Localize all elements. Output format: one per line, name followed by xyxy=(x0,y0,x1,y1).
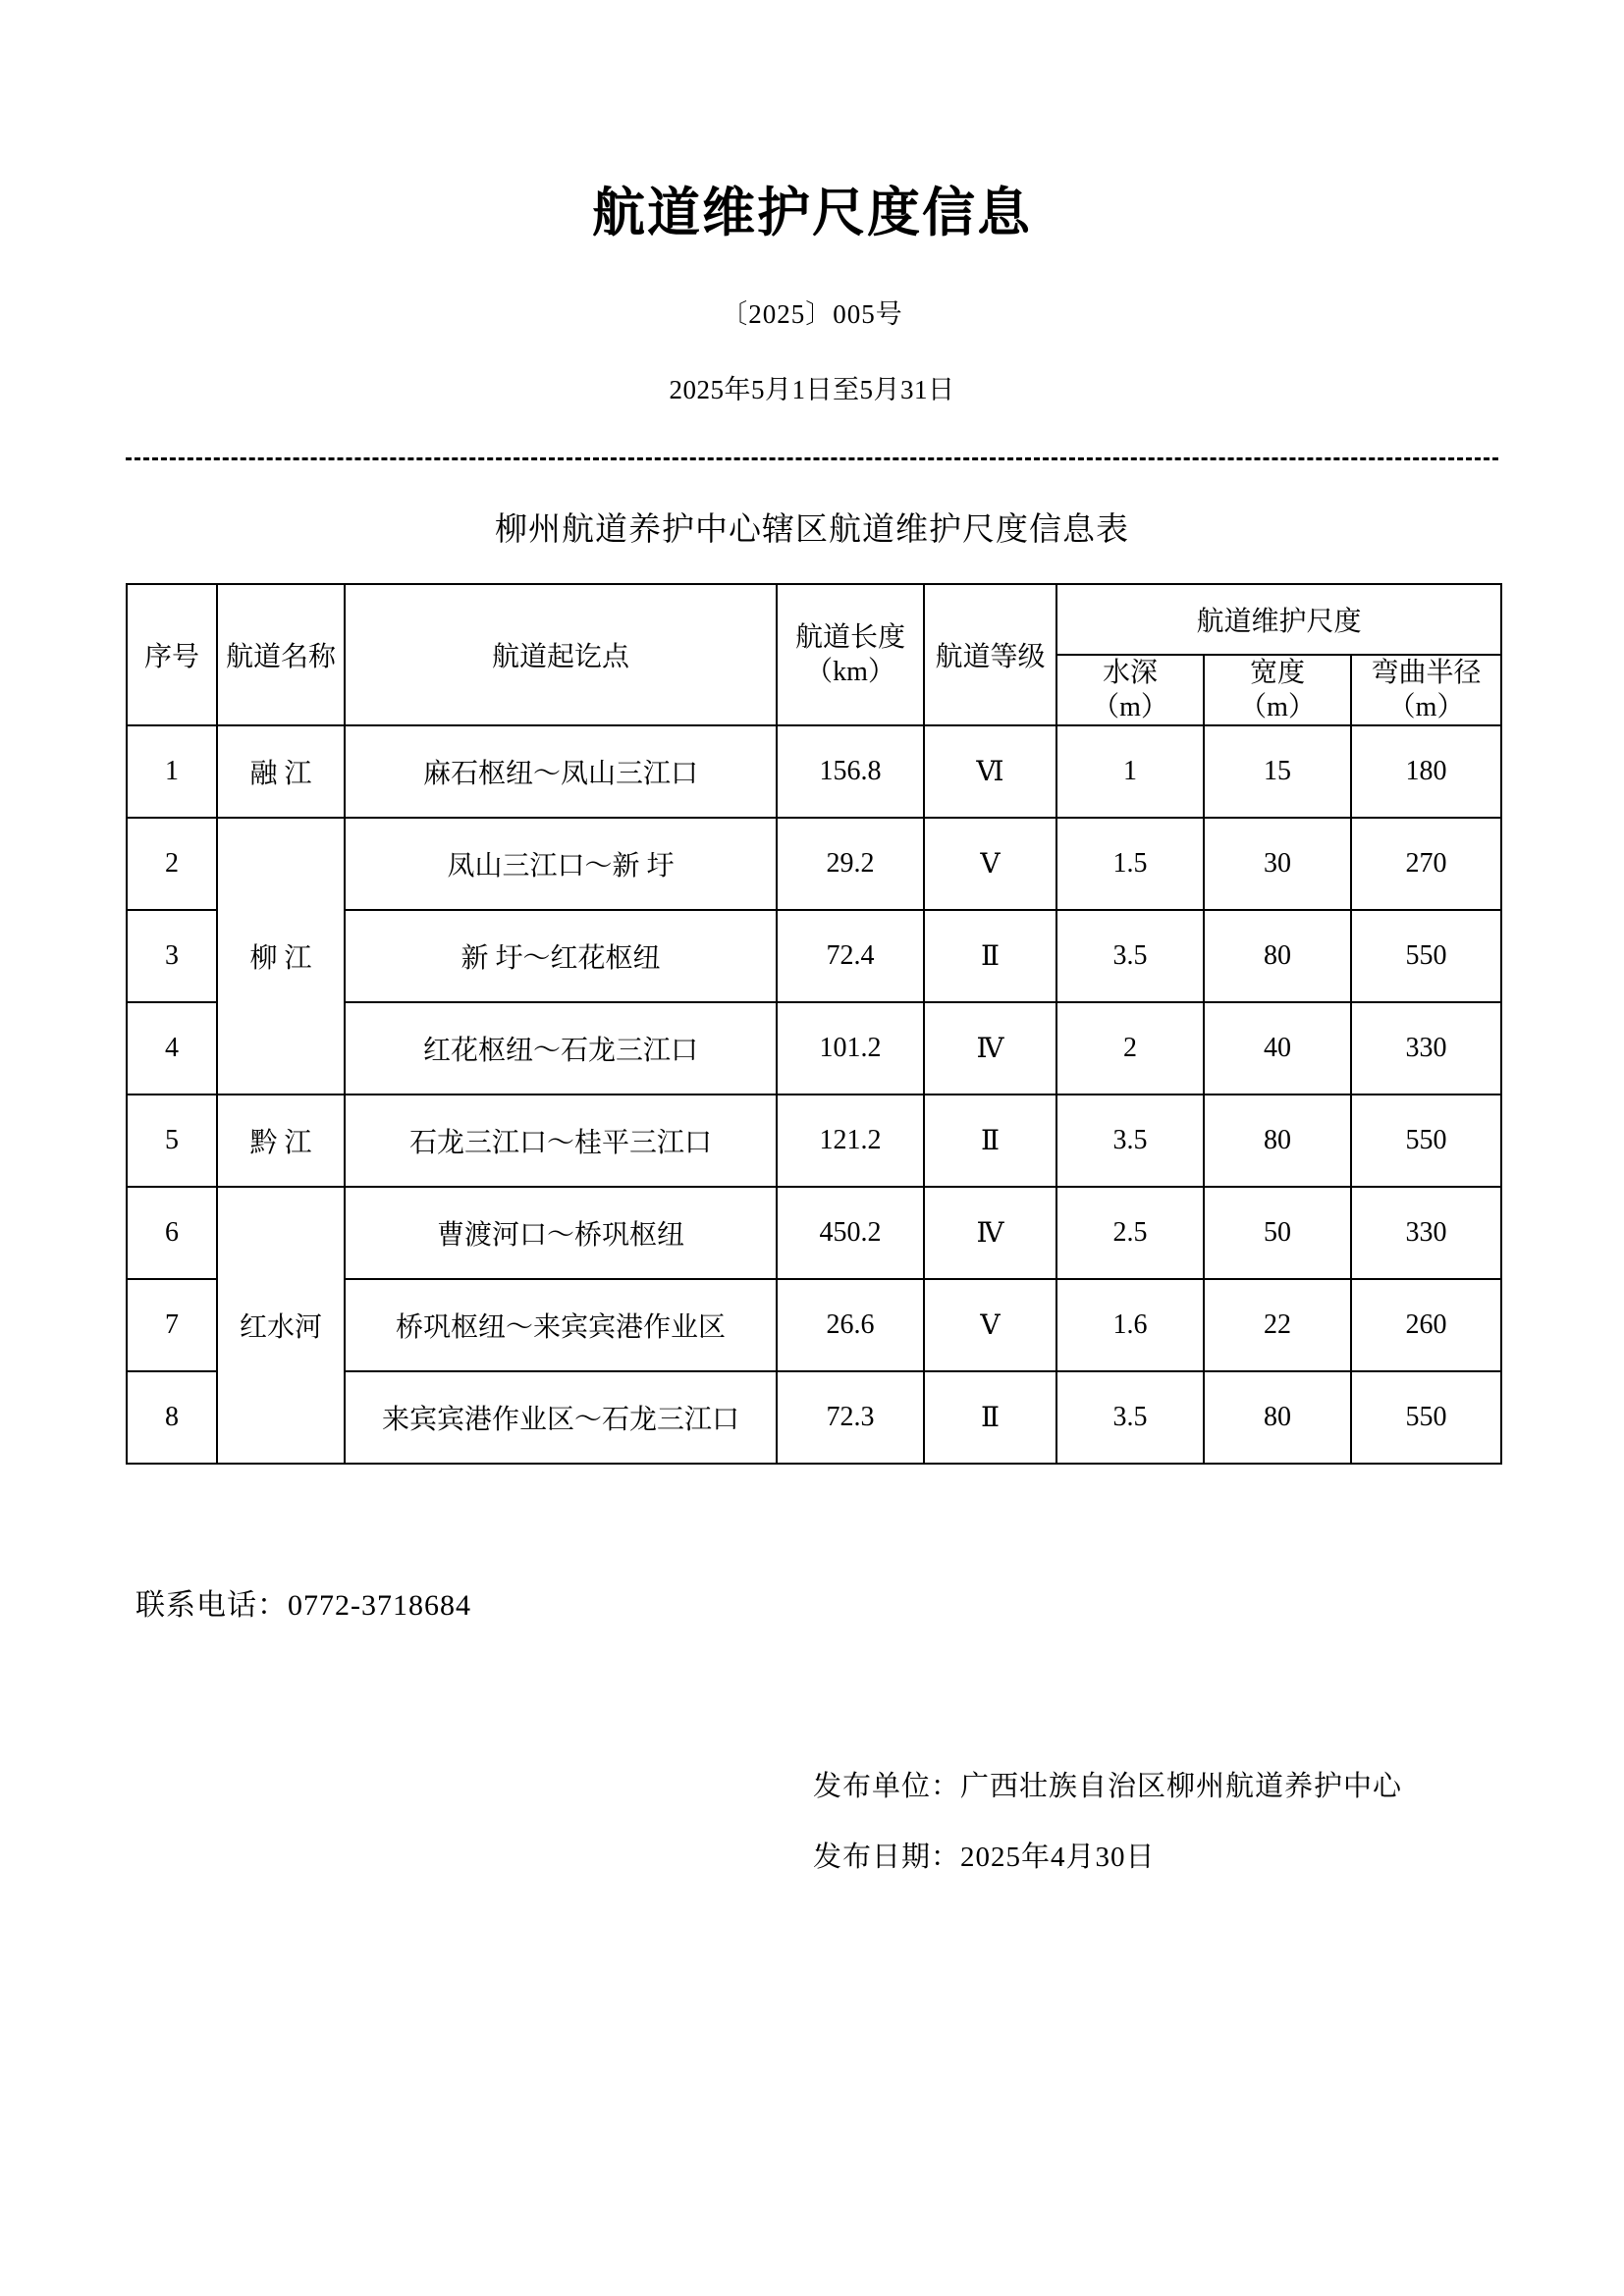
table-row xyxy=(127,725,1501,818)
cell-channel-name: 柳 江 xyxy=(217,818,345,1095)
cell-no: 3 xyxy=(127,910,217,1002)
cell-grade: Ⅳ xyxy=(924,1187,1056,1279)
header-length xyxy=(777,584,924,725)
cell-no: 5 xyxy=(127,1095,217,1187)
cell-radius: 260 xyxy=(1351,1279,1501,1371)
cell-no: 4 xyxy=(127,1002,217,1095)
cell-radius: 550 xyxy=(1351,910,1501,1002)
cell-length: 121.2 xyxy=(777,1095,924,1187)
cell-radius: 550 xyxy=(1351,1095,1501,1187)
header-width-line2: （m） xyxy=(1239,691,1316,722)
document-number: 〔2025〕005号 xyxy=(721,298,903,329)
cell-grade: Ⅴ xyxy=(924,1279,1056,1371)
cell-width: 30 xyxy=(1204,818,1351,910)
table-title: 柳州航道养护中心辖区航道维护尺度信息表 xyxy=(495,509,1129,547)
header-depth-line1: 水深 xyxy=(1102,657,1158,688)
header-radius-line1: 弯曲半径 xyxy=(1371,657,1482,688)
cell-width: 80 xyxy=(1204,1371,1351,1464)
cell-width: 50 xyxy=(1204,1187,1351,1279)
channel-maintenance-table xyxy=(126,583,1502,1465)
table-header-row-1 xyxy=(127,584,1501,655)
cell-depth: 2.5 xyxy=(1056,1187,1204,1279)
cell-depth: 1.5 xyxy=(1056,818,1204,910)
cell-length: 101.2 xyxy=(777,1002,924,1095)
cell-width: 80 xyxy=(1204,1095,1351,1187)
cell-grade: Ⅴ xyxy=(924,818,1056,910)
header-length-line1: 航道长度 xyxy=(794,621,905,653)
cell-depth: 3.5 xyxy=(1056,1371,1204,1464)
footer-block xyxy=(126,1751,1498,1894)
header-width xyxy=(1204,655,1351,725)
cell-no: 8 xyxy=(127,1371,217,1464)
header-radius xyxy=(1351,655,1501,725)
header-depth xyxy=(1056,655,1204,725)
header-no: 序号 xyxy=(127,584,217,725)
publisher: 发布单位：广西壮族自治区柳州航道养护中心 xyxy=(813,1770,1403,1802)
cell-range: 凤山三江口～新 圩 xyxy=(345,818,777,910)
header-grade: 航道等级 xyxy=(924,584,1056,725)
header-name: 航道名称 xyxy=(217,584,345,725)
header-length-line2: （km） xyxy=(805,656,895,687)
cell-range: 新 圩～红花枢纽 xyxy=(345,910,777,1002)
contact-phone: 联系电话：0772-3718684 xyxy=(135,1588,471,1622)
table-row xyxy=(127,818,1501,910)
cell-range: 麻石枢纽～凤山三江口 xyxy=(345,725,777,818)
cell-range: 石龙三江口～桂平三江口 xyxy=(345,1095,777,1187)
cell-radius: 330 xyxy=(1351,1187,1501,1279)
cell-range: 曹渡河口～桥巩枢纽 xyxy=(345,1187,777,1279)
cell-channel-name: 融 江 xyxy=(217,725,345,818)
cell-depth: 3.5 xyxy=(1056,910,1204,1002)
header-range: 航道起讫点 xyxy=(345,584,777,725)
cell-range: 来宾宾港作业区～石龙三江口 xyxy=(345,1371,777,1464)
horizontal-divider xyxy=(126,457,1498,460)
cell-radius: 270 xyxy=(1351,818,1501,910)
cell-no: 7 xyxy=(127,1279,217,1371)
cell-grade: Ⅳ xyxy=(924,1002,1056,1095)
cell-width: 40 xyxy=(1204,1002,1351,1095)
cell-no: 6 xyxy=(127,1187,217,1279)
cell-length: 450.2 xyxy=(777,1187,924,1279)
cell-length: 72.4 xyxy=(777,910,924,1002)
table-row xyxy=(127,1187,1501,1279)
document-period: 2025年5月1日至5月31日 xyxy=(669,374,955,404)
cell-channel-name: 黔 江 xyxy=(217,1095,345,1187)
header-depth-line2: （m） xyxy=(1092,691,1168,722)
publish-date: 发布日期：2025年4月30日 xyxy=(813,1842,1156,1874)
cell-depth: 3.5 xyxy=(1056,1095,1204,1187)
cell-range: 红花枢纽～石龙三江口 xyxy=(345,1002,777,1095)
cell-length: 26.6 xyxy=(777,1279,924,1371)
header-width-line1: 宽度 xyxy=(1249,657,1305,688)
cell-radius: 180 xyxy=(1351,725,1501,818)
cell-width: 15 xyxy=(1204,725,1351,818)
cell-radius: 550 xyxy=(1351,1371,1501,1464)
cell-width: 80 xyxy=(1204,910,1351,1002)
cell-depth: 2 xyxy=(1056,1002,1204,1095)
header-radius-line2: （m） xyxy=(1387,691,1465,722)
cell-channel-name: 红水河 xyxy=(217,1187,345,1464)
cell-length: 72.3 xyxy=(777,1371,924,1464)
page-title: 航道维护尺度信息 xyxy=(592,184,1032,242)
table-row xyxy=(127,1095,1501,1187)
cell-grade: Ⅱ xyxy=(924,910,1056,1002)
cell-grade: Ⅵ xyxy=(924,725,1056,818)
cell-length: 156.8 xyxy=(777,725,924,818)
cell-depth: 1 xyxy=(1056,725,1204,818)
cell-no: 2 xyxy=(127,818,217,910)
cell-grade: Ⅱ xyxy=(924,1371,1056,1464)
cell-no: 1 xyxy=(127,725,217,818)
cell-radius: 330 xyxy=(1351,1002,1501,1095)
cell-grade: Ⅱ xyxy=(924,1095,1056,1187)
cell-depth: 1.6 xyxy=(1056,1279,1204,1371)
header-group-maintenance: 航道维护尺度 xyxy=(1056,584,1501,655)
cell-width: 22 xyxy=(1204,1279,1351,1371)
cell-range: 桥巩枢纽～来宾宾港作业区 xyxy=(345,1279,777,1371)
cell-length: 29.2 xyxy=(777,818,924,910)
